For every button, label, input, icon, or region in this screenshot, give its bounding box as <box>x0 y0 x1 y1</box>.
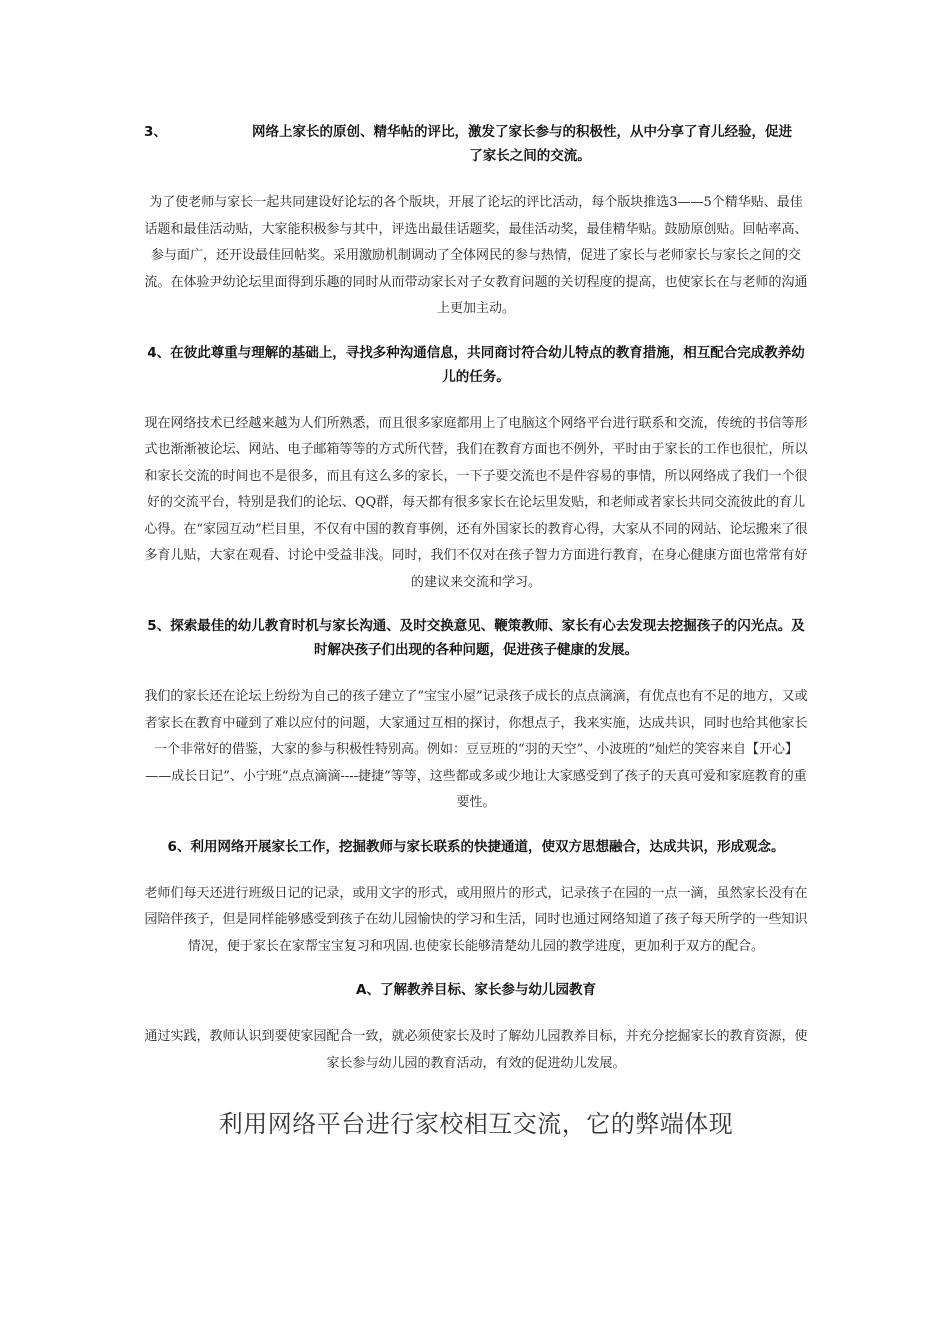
section-6-heading: 6、利用网络开展家长工作，挖掘教师与家长联系的快捷通道，使双方思想融合，达成共识，形成观念。 <box>167 838 785 855</box>
section-4-heading: 4、在彼此尊重与理解的基础上，寻找多种沟通信息，共同商讨符合幼儿特点的教育措施，相互配合完成教养幼儿的任务。 <box>147 344 805 385</box>
section-3-heading-line1: 网络上家长的原创、精华帖的评比，激发了家长参与的积极性，从中分享了育儿经验，促进 <box>252 124 792 140</box>
section-3-heading-line2: 了家长之间的交流。 <box>469 148 591 164</box>
section-3-paragraph: 为了使老师与家长一起共同建设好论坛的各个版块，开展了论坛的评比活动，每个版块推选3——5个精华贴、最佳话题和最佳活动贴，大家能积极参与其中，评选出最佳话题奖，最佳活动奖，最佳精华贴。鼓励原创贴。回帖率高、参与面广，还开设最佳回帖奖。采用激励机制调动了全体网民的参与热情，促进了家长与老师家长与家长之间的交流。在体验尹幼论坛里面得到乐趣的同时从而带动家长对子女教育问题的关切程度的提高，也使家长在与老师的沟通上更加主动。 <box>144 195 808 316</box>
document-page <box>144 120 808 1141</box>
section-5-heading: 5、探索最佳的幼儿教育时机与家长沟通、及时交换意见、鞭策教师、家长有心去发现去挖掘孩子的闪光点。及时解决孩子们出现的各种问题，促进孩子健康的发展。 <box>147 618 805 658</box>
section-4-paragraph: 现在网络技术已经越来越为人们所熟悉，而且很多家庭都用上了电脑这个网络平台进行联系和交流，传统的书信等形式也渐渐被论坛、网站、电子邮箱等等的方式所代替，我们在教育方面也不例外，平时由于家长的工作也很忙，所以和家长交流的时间也不是很多，而且有这么多的家长，一下子要交流也不是件容易的事情，所以网络成了我们一个很好的交流平台，特别是我们的论坛、QQ群，每天都有很多家长在论坛里发贴，和老师或者家长共同交流彼此的育儿心得。在“家园互动”栏目里，不仅有中国的教育事例，还有外国家长的教育心得，大家从不同的网站、论坛搬来了很多育儿贴，大家在观看、讨论中受益非浅。同时，我们不仅对在孩子智力方面进行教育，在身心健康方面也常常有好的建议来交流和学习。 <box>144 415 808 590</box>
section-a-heading: A、了解教养目标、家长参与幼儿园教育 <box>356 982 596 998</box>
section-a-paragraph: 通过实践，教师认识到要使家园配合一致，就必须使家长及时了解幼儿园教养目标，并充分挖掘家长的教育资源，使家长参与幼儿园的教育活动，有效的促进幼儿发展。 <box>144 1029 808 1071</box>
section-5-paragraph: 我们的家长还在论坛上纷纷为自己的孩子建立了“宝宝小屋”记录孩子成长的点点滴滴，有优点也有不足的地方，又或者家长在教育中碰到了难以应付的问题，大家通过互相的探讨，你想点子，我来实施，达成共识，同时也给其他家长一个非常好的借鉴，大家的参与积极性特别高。例如：豆豆班的“羽的天空”、小波班的“灿烂的笑容来自【开心】——成长日记”、小宁班“点点滴滴----捷捷”等等，这些都或多或少地让大家感受到了孩子的天真可爱和家庭教育的重要性。 <box>144 689 808 810</box>
bottom-title: 利用网络平台进行家校相互交流，它的弊端体现 <box>218 1110 734 1138</box>
section-3-number: 3、 <box>144 124 167 140</box>
section-3-heading <box>144 120 808 168</box>
section-6-paragraph: 老师们每天还进行班级日记的记录，或用文字的形式，或用照片的形式，记录孩子在园的一点一滴，虽然家长没有在园陪伴孩子，但是同样能够感受到孩子在幼儿园愉快的学习和生活，同时也通过网络知道了孩子每天所学的一些知识情况，便于家长在家帮宝宝复习和巩固.也使家长能够清楚幼儿园的教学进度，更加利于双方的配合。 <box>144 885 808 954</box>
